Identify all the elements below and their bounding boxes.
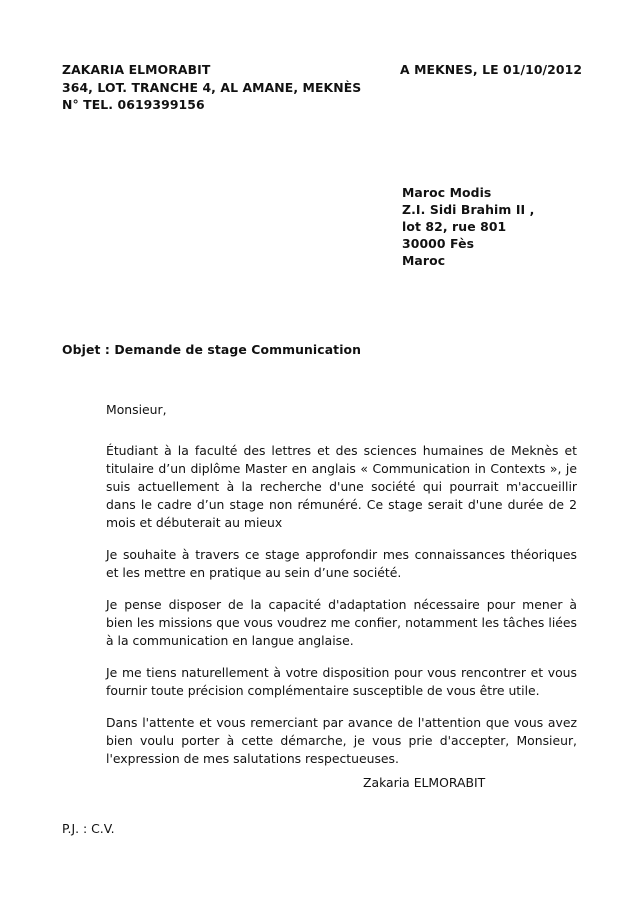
body-paragraph-5: Dans l'attente et vous remerciant par avance de l'attention que vous avez bien voulu porter à cette démarche, je vous prie d'accepter, Monsieur, l'expression de mes salutations respectueuses. [106, 715, 577, 766]
recipient-city: 30000 Fès [402, 236, 475, 251]
salutation: Monsieur, [106, 402, 167, 417]
date-line: A MEKNES, LE 01/10/2012 [400, 62, 583, 77]
recipient-country: Maroc [402, 253, 446, 268]
sender-phone: N° TEL. 0619399156 [62, 97, 205, 112]
recipient-address-line2: lot 82, rue 801 [402, 219, 507, 234]
sender-name: ZAKARIA ELMORABIT [62, 62, 211, 77]
sender-address: 364, LOT. TRANCHE 4, AL AMANE, MEKNÈS [62, 79, 362, 95]
recipient-company: Maroc Modis [402, 185, 492, 200]
recipient-block [402, 184, 534, 269]
body-paragraph-4: Je me tiens naturellement à votre disposition pour vous rencontrer et vous fournir toute précision complémentaire susceptible de vous être utile. [106, 665, 577, 698]
sender-block [62, 61, 382, 114]
body-paragraph-3: Je pense disposer de la capacité d'adaptation nécessaire pour mener à bien les missions que vous voudrez me confier, notamment les tâches liées à la communication en langue anglaise. [106, 597, 577, 648]
body-paragraph-2: Je souhaite à travers ce stage approfondir mes connaissances théoriques et les mettre en pratique au sein d’une société. [106, 547, 577, 580]
letter-body [106, 401, 577, 782]
enclosure-note: P.J. : C.V. [62, 821, 115, 836]
recipient-address-line1: Z.I. Sidi Brahim II , [402, 202, 535, 217]
subject-line: Objet : Demande de stage Communication [62, 342, 362, 357]
body-paragraph-1: Étudiant à la faculté des lettres et des sciences humaines de Meknès et titulaire d’un diplôme Master en anglais « Communication in Contexts », je suis actuellement à la recherche d'une société qui pourrait m'accueillir dans le cadre d’un stage non rémunéré. Ce stage serait d'une durée de 2 mois et débuterait au mieux [106, 443, 577, 530]
signature: Zakaria ELMORABIT [363, 775, 486, 790]
